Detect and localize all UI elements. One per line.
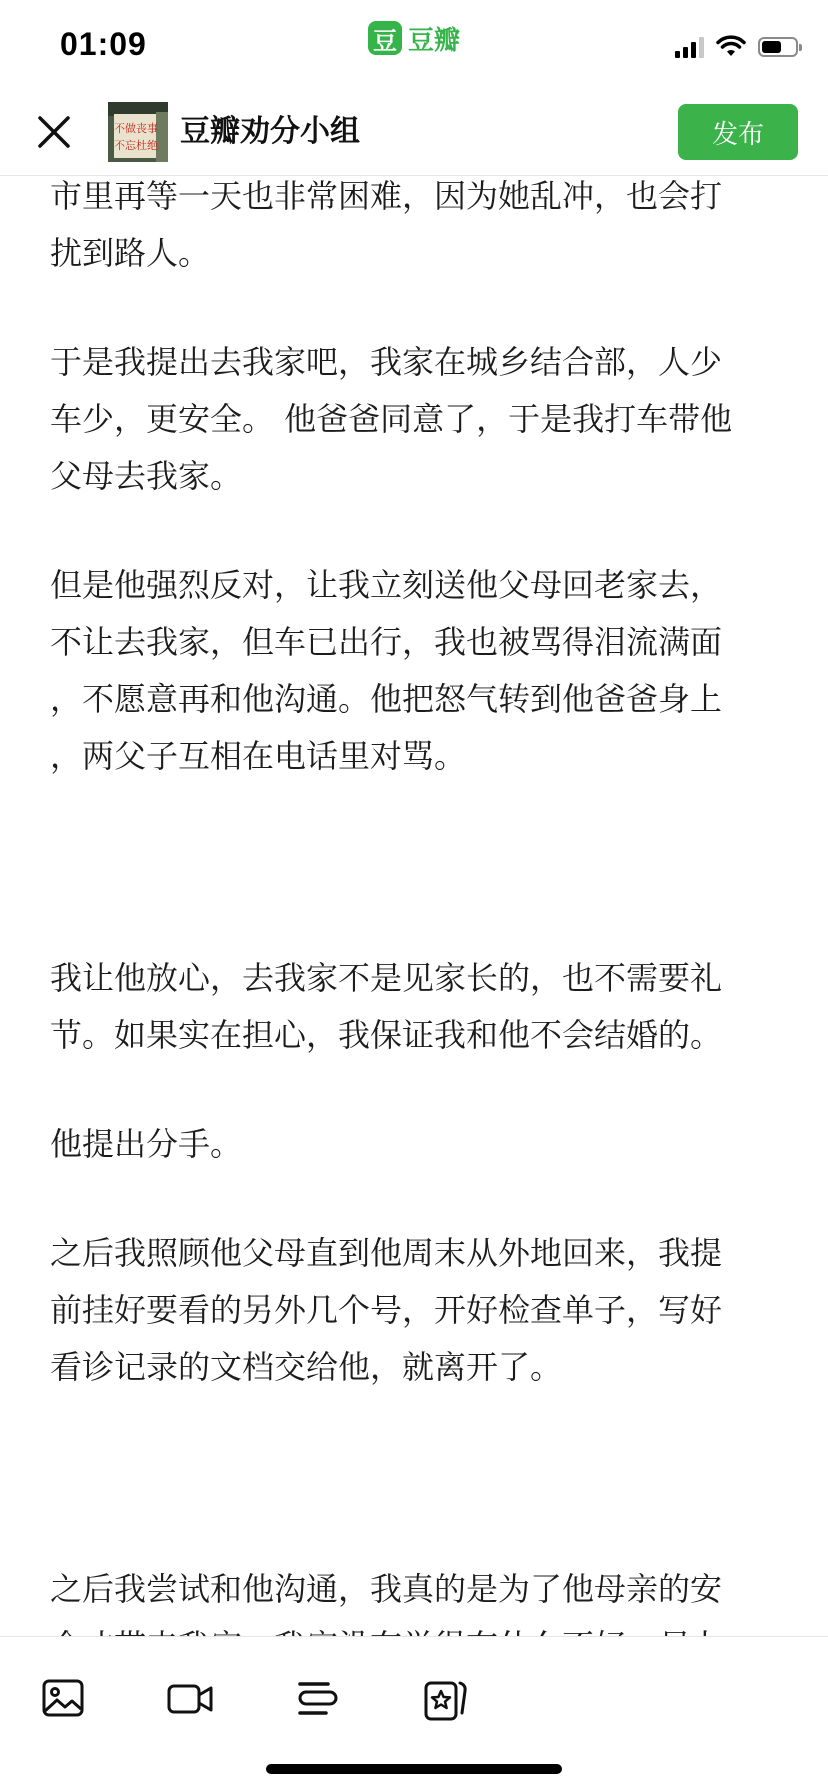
paragraph: 于是我提出去我家吧，我家在城乡结合部，人少 车少，更安全。 他爸爸同意了，于是我打车带他 父母去我家。	[50, 343, 733, 495]
status-app-name: 豆瓣	[408, 25, 461, 56]
nav-bar	[0, 96, 828, 176]
image-icon[interactable]	[40, 1675, 88, 1723]
paragraph: 他提出分手。	[50, 1125, 243, 1163]
article-content	[50, 168, 780, 1675]
group-avatar[interactable]	[108, 102, 168, 162]
paragraph: 之后我照顾他父母直到他周末从外地回来，我提 前挂好要看的另外几个号，开好检查单子，写好 看诊记录的文档交给他，就离开了。	[50, 1234, 723, 1386]
paragraph: 但是他强烈反对，让我立刻送他父母回老家去， 不让去我家，但车已出行，我也被骂得泪流满面 ，不愿意再和他沟通。他把怒气转到他爸爸身上 ，两父子互相在电话里对骂。	[50, 566, 723, 775]
group-name[interactable]: 豆瓣劝分小组	[180, 114, 360, 149]
sticker-icon[interactable]	[422, 1675, 470, 1723]
paragraph: 之后我尝试和他沟通，我真的是为了他母亲的安	[50, 1570, 723, 1608]
avatar-sign-line-1: 不做丧事	[114, 122, 158, 135]
article-body[interactable]	[0, 176, 828, 1636]
paragraph: 市里再等一天也非常困难，因为她乱冲，也会打 扰到路人。	[50, 177, 723, 272]
video-icon[interactable]	[166, 1675, 214, 1723]
status-icons	[675, 36, 798, 58]
group-avatar-image	[108, 102, 168, 162]
avatar-sign-line-2: 不忘杜绝	[114, 139, 158, 152]
status-app-indicator	[368, 20, 460, 56]
text-format-icon[interactable]	[294, 1675, 342, 1723]
home-indicator	[266, 1764, 562, 1774]
battery-fill	[762, 41, 781, 53]
cellular-signal-icon	[675, 36, 704, 58]
status-bar	[0, 0, 828, 96]
publish-button[interactable]: 发布	[678, 104, 798, 160]
paragraph: 我让他放心，去我家不是见家长的，也不需要礼 节。如果实在担心，我保证我和他不会结婚的。	[50, 959, 723, 1054]
douban-logo-icon: 豆	[368, 21, 402, 55]
wifi-icon	[716, 36, 746, 58]
close-icon[interactable]	[34, 112, 74, 152]
status-time: 01:09	[60, 26, 147, 62]
battery-icon	[758, 37, 798, 57]
